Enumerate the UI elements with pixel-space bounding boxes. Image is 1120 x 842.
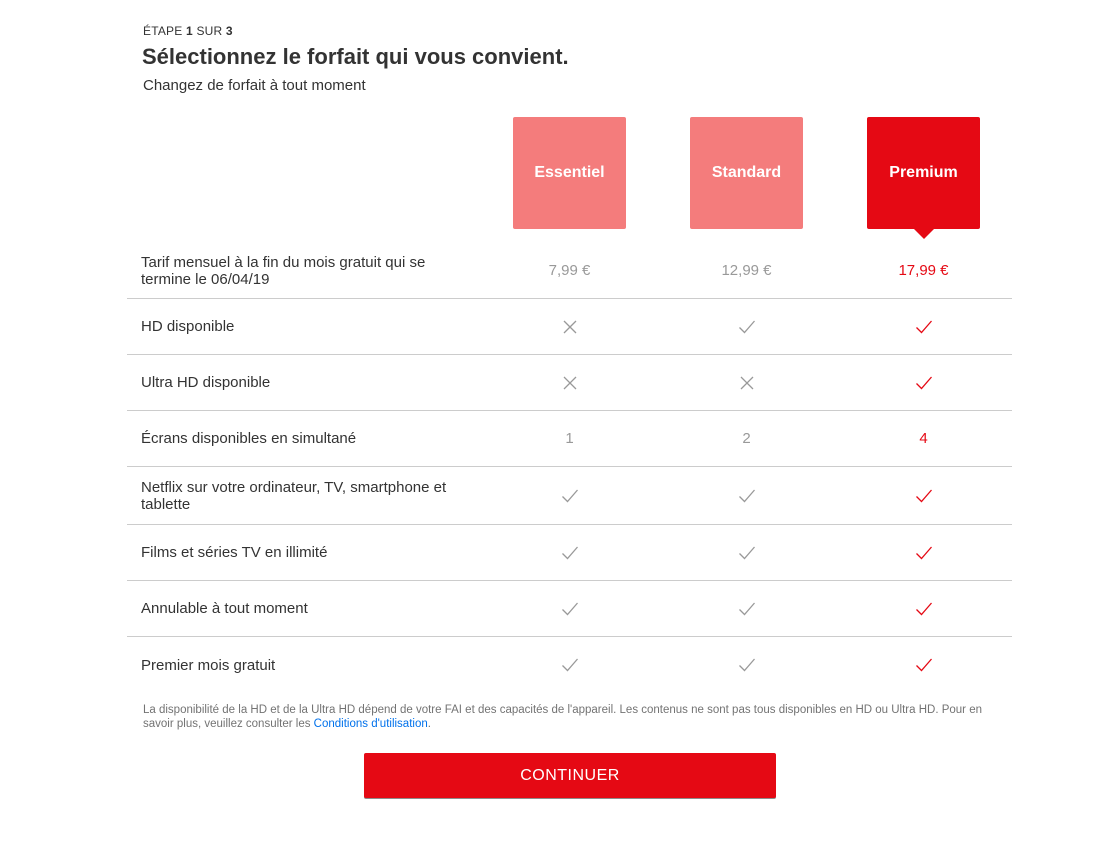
plan-standard-label: Standard <box>711 164 782 181</box>
plan-premium-label: Premium <box>889 164 958 181</box>
table-row <box>127 525 1012 581</box>
disclaimer-end: . <box>427 718 431 730</box>
essentiel-cross-icon <box>513 317 626 335</box>
table-row <box>127 243 1012 299</box>
step-indicator <box>143 24 233 38</box>
feature-label: Ultra HD disponible <box>141 374 271 391</box>
check-icon <box>561 656 579 674</box>
plan-premium-button[interactable] <box>867 117 980 229</box>
standard-check-icon <box>690 486 803 504</box>
premium-check-icon <box>867 317 980 335</box>
feature-label: Tarif mensuel à la fin du mois gratuit qui se termine le 06/04/19 <box>141 253 426 288</box>
terms-link[interactable]: Conditions d'utilisation <box>313 718 428 730</box>
feature-label: Premier mois gratuit <box>141 656 276 674</box>
feature-label: Films et séries TV en illimité <box>141 544 328 561</box>
check-icon <box>915 487 933 505</box>
step-separator: SUR <box>196 24 223 38</box>
standard-check-icon <box>690 656 803 674</box>
standard-check-icon <box>690 599 803 617</box>
standard-cross-icon <box>690 373 803 391</box>
step-current: 1 <box>186 24 193 38</box>
check-icon <box>738 656 756 674</box>
essentiel-cross-icon <box>513 373 626 391</box>
step-prefix: ÉTAPE <box>143 24 183 38</box>
check-icon <box>561 487 579 505</box>
essentiel-value: 7,99 € <box>548 262 591 279</box>
feature-label: Écrans disponibles en simultané <box>141 430 357 447</box>
premium-check-icon <box>867 486 980 504</box>
page-subtitle: Changez de forfait à tout moment <box>143 77 366 94</box>
plan-comparison-table <box>127 243 1012 693</box>
check-icon <box>561 600 579 618</box>
premium-check-icon <box>867 656 980 674</box>
page-title: Sélectionnez le forfait qui vous convient. <box>142 44 569 69</box>
cross-icon <box>738 374 756 392</box>
check-icon <box>738 544 756 562</box>
standard-check-icon <box>690 543 803 561</box>
cross-icon <box>561 318 579 336</box>
check-icon <box>915 656 933 674</box>
disclaimer <box>143 703 1013 731</box>
premium-value: 17,99 € <box>898 262 949 279</box>
table-row <box>127 581 1012 637</box>
essentiel-check-icon <box>513 486 626 504</box>
table-row <box>127 411 1012 467</box>
premium-check-icon <box>867 599 980 617</box>
essentiel-value: 1 <box>565 430 574 447</box>
disclaimer-text: La disponibilité de la HD et de la Ultra HD dépend de votre FAI et des capacités de l'appareil. Les contenus ne sont pas tous disponibles en HD ou Ultra HD. Pour en savoir plus, veuillez consulter les <box>143 704 982 730</box>
essentiel-check-icon <box>513 599 626 617</box>
standard-value: 2 <box>742 430 751 447</box>
essentiel-check-icon <box>513 543 626 561</box>
plan-standard-button[interactable] <box>690 117 803 229</box>
check-icon <box>738 487 756 505</box>
plan-essentiel-button[interactable] <box>513 117 626 229</box>
check-icon <box>915 318 933 336</box>
check-icon <box>915 600 933 618</box>
premium-check-icon <box>867 373 980 391</box>
essentiel-check-icon <box>513 656 626 674</box>
table-row <box>127 355 1012 411</box>
feature-label: Annulable à tout moment <box>141 600 308 617</box>
standard-check-icon <box>690 317 803 335</box>
check-icon <box>738 318 756 336</box>
table-row <box>127 637 1012 693</box>
table-row <box>127 467 1012 525</box>
table-row <box>127 299 1012 355</box>
standard-value: 12,99 € <box>721 262 772 279</box>
check-icon <box>915 544 933 562</box>
cross-icon <box>561 374 579 392</box>
check-icon <box>915 374 933 392</box>
feature-label: Netflix sur votre ordinateur, TV, smartphone et tablette <box>141 478 447 513</box>
feature-label: HD disponible <box>141 318 235 335</box>
continue-button[interactable]: CONTINUER <box>364 753 776 798</box>
step-total: 3 <box>225 24 233 38</box>
premium-check-icon <box>867 543 980 561</box>
check-icon <box>561 544 579 562</box>
check-icon <box>738 600 756 618</box>
plan-essentiel-label: Essentiel <box>534 164 605 181</box>
premium-value: 4 <box>919 430 928 447</box>
